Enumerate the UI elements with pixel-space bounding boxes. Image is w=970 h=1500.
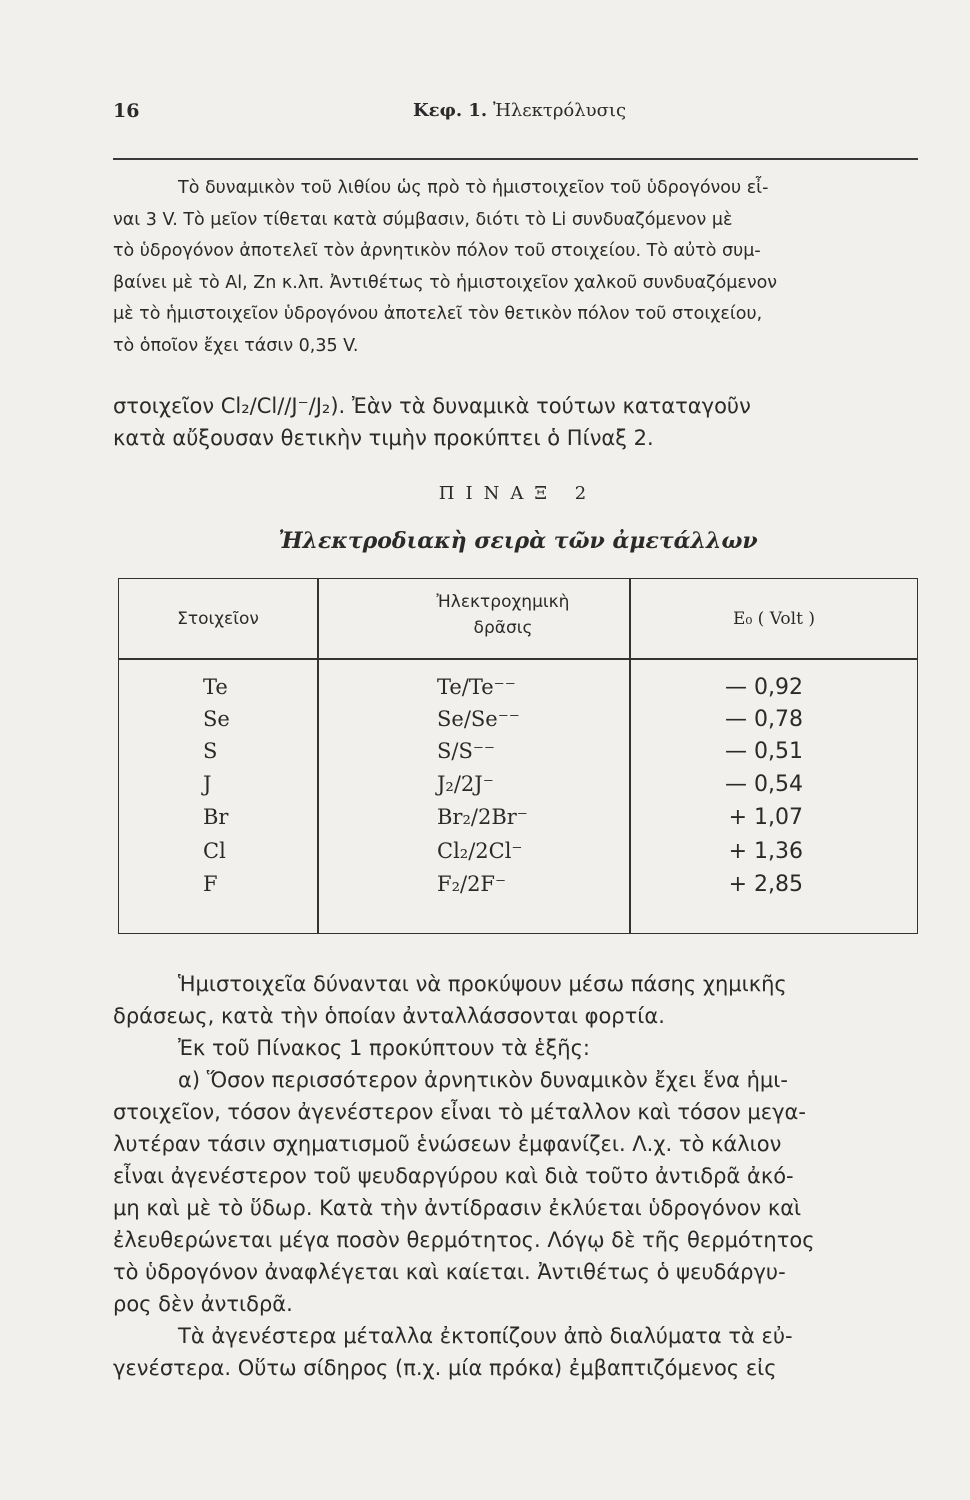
intro-paragraph [113, 173, 921, 363]
paragraph-before-table [113, 390, 923, 454]
table-row [119, 675, 919, 707]
running-header [113, 100, 918, 130]
header-element: Στοιχεῖον [177, 609, 259, 629]
cell-element: Se [203, 707, 230, 731]
table-row [119, 839, 919, 871]
cell-reaction: S/S⁻⁻ [437, 739, 496, 763]
cell-potential: + 1,07 [728, 805, 803, 830]
cell-element: Br [203, 805, 229, 829]
electrode-series-table [118, 578, 918, 934]
text-line: α) Ὅσον περισσότερον ἀρνητικὸν δυναμικὸν ἔχει ἕνα ἡμι- [178, 1068, 788, 1092]
cell-reaction: Br₂/2Br⁻ [437, 805, 528, 829]
cell-element: J [203, 772, 212, 796]
cell-element: Te [203, 675, 228, 699]
cell-potential: — 0,51 [725, 739, 803, 764]
paragraph-after-table [113, 968, 923, 1384]
cell-potential: — 0,54 [725, 772, 803, 797]
cell-potential: — 0,78 [725, 707, 803, 732]
text-line: ἐλευθερώνεται μέγα ποσὸν θερμότητος. Λόγῳ δὲ τῆς θερμότητος [113, 1228, 815, 1252]
text-line: τὸ ὑδρογόνον ἀναφλέγεται καὶ καίεται. Ἀντιθέτως ὁ ψευδάργυ- [113, 1260, 786, 1284]
cell-potential: + 1,36 [728, 839, 803, 864]
header-rule [113, 158, 918, 160]
chapter-label: Κεφ. 1. [413, 100, 488, 121]
text-line: μη καὶ μὲ τὸ ὕδωρ. Κατὰ τὴν ἀντίδρασιν ἐκλύεται ὑδρογόνον καὶ [113, 1196, 802, 1220]
text-line: δράσεως, κατὰ τὴν ὁποίαν ἀνταλλάσσονται φορτία. [113, 1004, 665, 1028]
table-row [119, 707, 919, 739]
text-line: βαίνει μὲ τὸ Al, Zn κ.λπ. Ἀντιθέτως τὸ ἡμιστοιχεῖον χαλκοῦ συνδυαζόμενον [113, 272, 778, 293]
header-reaction-line: δρᾶσις [473, 618, 533, 638]
table-row [119, 772, 919, 804]
cell-reaction: Se/Se⁻⁻ [437, 707, 520, 731]
table-row [119, 805, 919, 837]
header-reaction-line: Ἠλεκτροχημικὴ [436, 592, 570, 612]
text-line: στοιχεῖον Cl₂/Cl//J⁻/J₂). Ἐὰν τὰ δυναμικὰ τούτων καταταγοῦν [113, 394, 751, 418]
text-line: κατὰ αὔξουσαν θετικὴν τιμὴν προκύπτει ὁ Πίναξ 2. [113, 426, 654, 450]
text-line: Ἡμιστοιχεῖα δύνανται νὰ προκύψουν μέσω πάσης χημικῆς [178, 972, 787, 996]
cell-reaction: F₂/2F⁻ [437, 872, 507, 896]
text-line: μὲ τὸ ἡμιστοιχεῖον ὑδρογόνου ἀποτελεῖ τὸν θετικὸν πόλον τοῦ στοιχείου, [113, 304, 763, 325]
text-line: Ἐκ τοῦ Πίνακος 1 προκύπτουν τὰ ἑξῆς: [178, 1036, 591, 1060]
text-line: τὸ ὁποῖον ἔχει τάσιν 0,35 V. [113, 335, 359, 356]
text-line: εἶναι ἀγενέστερον τοῦ ψευδαργύρου καὶ διὰ τοῦτο ἀντιδρᾶ ἀκό- [113, 1164, 794, 1188]
cell-element: Cl [203, 839, 226, 863]
table-row [119, 872, 919, 904]
text-line: στοιχεῖον, τόσον ἀγενέστερον εἶναι τὸ μέταλλον καὶ τόσον μεγα- [113, 1100, 806, 1124]
cell-potential: — 0,92 [725, 675, 803, 700]
table-caption: Ἠλεκτροδιακὴ σειρὰ τῶν ἀμετάλλων [278, 528, 758, 554]
page-number: 16 [113, 100, 140, 122]
cell-reaction: J₂/2J⁻ [437, 772, 494, 796]
cell-potential: + 2,85 [728, 872, 803, 897]
chapter-heading [413, 100, 626, 121]
table-label: ΠΙΝΑΞ 2 [438, 483, 598, 504]
cell-reaction: Te/Te⁻⁻ [437, 675, 516, 699]
text-line: ρος δὲν ἀντιδρᾶ. [113, 1292, 293, 1316]
header-divider [119, 658, 917, 660]
text-line: ναι 3 V. Τὸ μεῖον τίθεται κατὰ σύμβασιν, διότι τὸ Li συνδυαζόμενον μὲ [113, 209, 733, 230]
cell-element: S [203, 739, 218, 763]
text-line: τὸ ὑδρογόνον ἀποτελεῖ τὸν ἀρνητικὸν πόλον τοῦ στοιχείου. Τὸ αὐτὸ συμ- [113, 241, 761, 262]
text-line: Τὸ δυναμικὸν τοῦ λιθίου ὡς πρὸ τὸ ἡμιστοιχεῖον τοῦ ὑδρογόνου εἶ- [178, 178, 769, 198]
chapter-title: Ἠλεκτρόλυσις [492, 100, 627, 121]
header-potential: E₀ ( Volt ) [733, 609, 815, 629]
text-line: γενέστερα. Οὕτω σίδηρος (π.χ. μία πρόκα) ἐμβαπτιζόμενος εἰς [113, 1356, 777, 1380]
cell-reaction: Cl₂/2Cl⁻ [437, 839, 523, 863]
table-row [119, 739, 919, 771]
text-line: λυτέραν τάσιν σχηματισμοῦ ἑνώσεων ἐμφανίζει. Λ.χ. τὸ κάλιον [113, 1132, 782, 1156]
header-reaction [379, 589, 627, 641]
cell-element: F [203, 872, 218, 896]
text-line: Τὰ ἀγενέστερα μέταλλα ἐκτοπίζουν ἀπὸ διαλύματα τὰ εὐ- [178, 1324, 793, 1348]
